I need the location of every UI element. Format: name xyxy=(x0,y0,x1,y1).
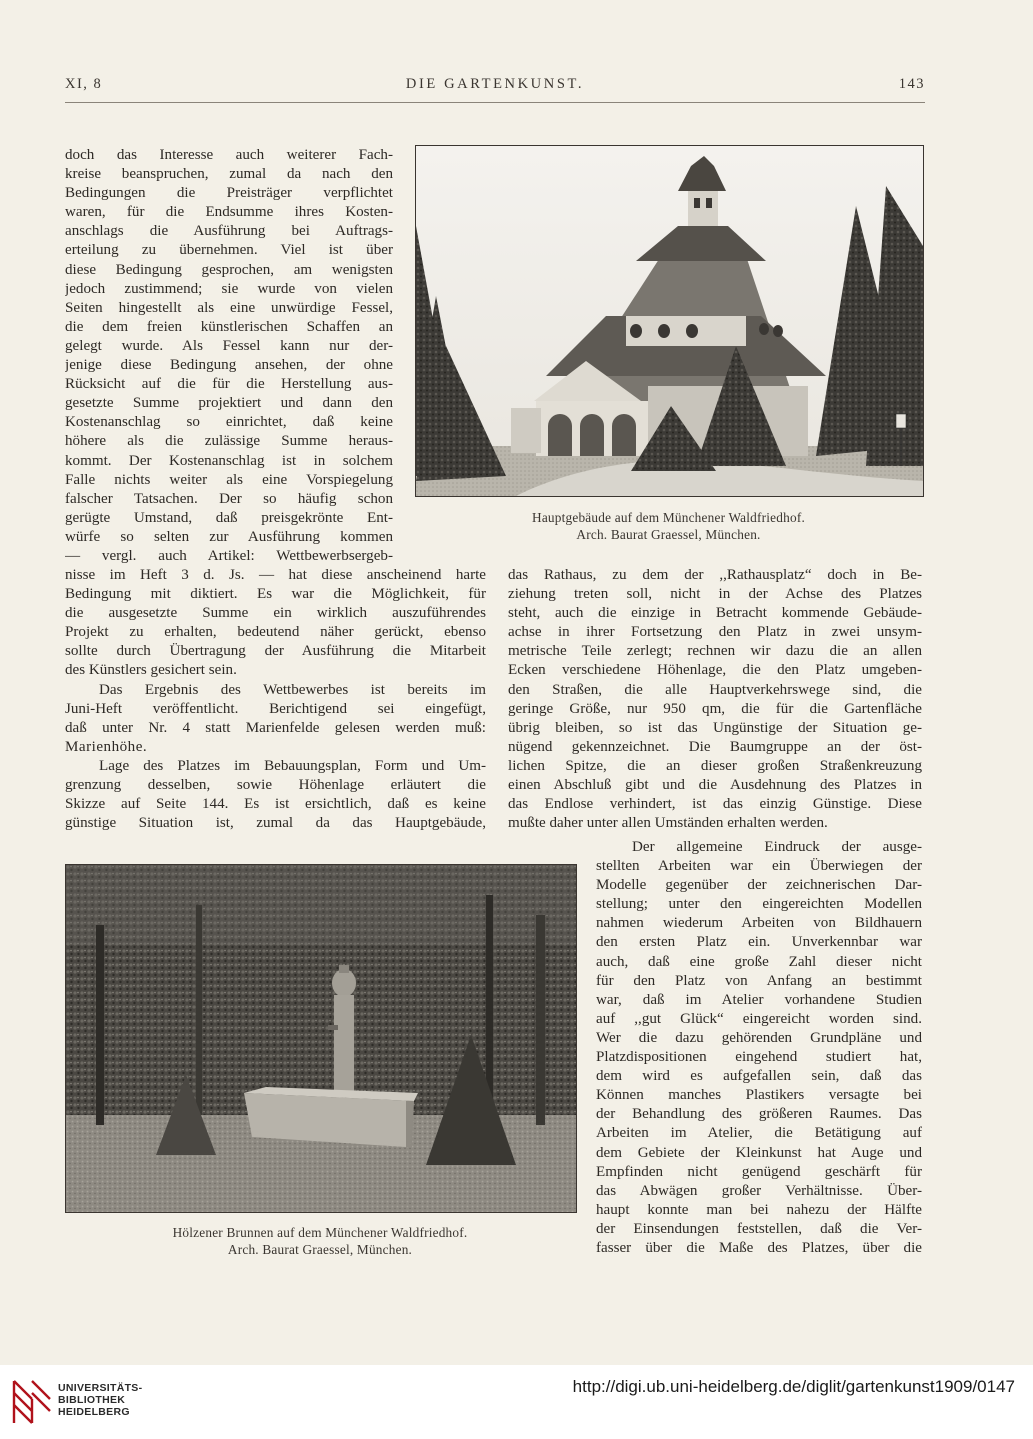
text-line: Kostenanschlag so einrichtet, daß keine xyxy=(65,414,393,431)
text-line: Können manches Plastikers versagte bei xyxy=(596,1087,922,1104)
library-name-line2: BIBLIOTHEK xyxy=(58,1394,126,1406)
photo-main-building xyxy=(415,145,924,497)
text-line: fasser über die Maße des Platzes, über die xyxy=(596,1239,922,1256)
text-line: waren, für die Endsumme ihres Kosten- xyxy=(65,204,393,221)
text-line: steht, auch die einzige in Betracht kommende Gebäude- xyxy=(508,605,922,622)
text-line: mußte daher unter allen Umständen erhalten werden. xyxy=(508,815,828,832)
caption-wooden-fountain xyxy=(65,1225,575,1258)
header-rule xyxy=(65,102,925,103)
text-line: Rücksicht auf die für die Herstellung aus- xyxy=(65,376,393,393)
text-line: grenzung desselben, sowie Höhenlage erläutert die xyxy=(65,777,486,794)
text-line: das Abwägen großer Verhältnisse. Über- xyxy=(596,1182,922,1199)
text-line: stellung; unter den eingereichten Modellen xyxy=(596,896,922,913)
library-name-line3: HEIDELBERG xyxy=(58,1406,130,1418)
text-line: auch, daß eine große Zahl dieser nicht xyxy=(596,953,922,970)
page-number: 143 xyxy=(898,76,925,92)
text-line: geringe Größe, nur 950 qm, die für die Gartenfläche xyxy=(508,700,922,717)
text-line: gesetzte Summe projektiert und dann den xyxy=(65,395,393,412)
text-line: war, daß im Atelier vorhandene Studien xyxy=(596,991,922,1008)
column-right-middle xyxy=(508,566,922,833)
permalink-url[interactable]: http://digi.ub.uni-heidelberg.de/diglit/gartenkunst1909/0147 xyxy=(572,1377,1015,1396)
text-line: Juni-Heft veröffentlicht. Berichtigend sei eingefügt, xyxy=(65,700,486,717)
text-line: metrische Teile zerlegt; rechnen wir dazu die an allen xyxy=(508,643,922,660)
caption-fountain-title: Hölzener Brunnen auf dem Münchener Waldfriedhof. xyxy=(172,1225,468,1240)
caption-main-building-credit: Arch. Baurat Graessel, München. xyxy=(576,526,761,542)
text-line: für den Platz von Anfang an bestimmt xyxy=(596,972,922,989)
text-line: dem Gebiete der Kleinkunst hat Auge und xyxy=(596,1144,922,1161)
text-line: günstige Situation ist, zumal da das Hauptgebäude, xyxy=(65,815,486,832)
text-line: der Einsendungen feststellen, daß die Ver- xyxy=(596,1220,922,1237)
text-line: höhere als die zulässige Summe heraus- xyxy=(65,433,393,450)
text-line: den Straßen, die alle Hauptverkehrswege sind, die xyxy=(508,681,922,698)
volume-issue: XI, 8 xyxy=(65,76,103,92)
wooden-fountain-image xyxy=(66,865,576,1212)
text-line: der Behandlung des größeren Raumes. Das xyxy=(596,1106,922,1123)
caption-main-building xyxy=(415,510,922,543)
text-line: nisse im Heft 3 d. Js. — hat diese anscheinend harte xyxy=(65,567,486,583)
text-line: gerügte Umstand, daß preisgekrönte Ent- xyxy=(65,509,393,526)
text-line: nügend gekennzeichnet. Die Baumgruppe an der öst- xyxy=(508,738,922,755)
text-line: anschlags die Ausführung bei Auftrags- xyxy=(65,223,393,240)
text-line: daß unter Nr. 4 statt Marienfelde gelesen werden muß: xyxy=(65,719,486,736)
text-line: gelegt wurde. Als Fessel kann nur der- xyxy=(65,337,393,354)
text-line: jedoch zustimmend; sie wurde von vielen xyxy=(65,280,393,297)
caption-main-building-title: Hauptgebäude auf dem Münchener Waldfriedhof. xyxy=(532,510,805,525)
text-line: diese Bedingung gesprochen, am wenigsten xyxy=(65,261,393,278)
text-line: haupt konnte man bei nahezu der Hälfte xyxy=(596,1201,922,1218)
text-line: dem wird es aufgefallen sein, daß das xyxy=(596,1068,922,1085)
text-line: kommt. Der Kostenanschlag ist in solchem xyxy=(65,452,393,469)
library-footer xyxy=(0,1365,1033,1439)
text-line: Skizze auf Seite 144. Es ist ersichtlich, daß es keine xyxy=(65,796,486,813)
text-line: Projekt zu erhalten, bedeutend näher gerückt, ebenso xyxy=(65,624,486,641)
text-line: Modelle gegenüber der zeichnerischen Dar- xyxy=(596,877,922,894)
text-line: falscher Tatsachen. Der so häufig schon xyxy=(65,490,393,507)
text-line: Wer die dazu gehörenden Grundpläne und xyxy=(596,1029,922,1046)
text-line: Bedingungen die Preisträger verpflichtet xyxy=(65,185,393,202)
text-line: nahmen wiederum Arbeiten von Bildhauern xyxy=(596,915,922,932)
text-line: Lage des Platzes im Bebauungsplan, Form und Um- xyxy=(99,757,486,774)
text-line: sollte durch Übertragung der Ausführung die Mitarbeit xyxy=(65,643,486,660)
column-left-middle xyxy=(65,566,486,833)
text-line: auf ,,gut Glück“ eingereicht worden sind. xyxy=(596,1010,922,1027)
caption-fountain-credit: Arch. Baurat Graessel, München. xyxy=(227,1241,413,1257)
running-header xyxy=(65,76,925,98)
library-name-line1: UNIVERSITÄTS- xyxy=(58,1382,143,1394)
text-line: Platzdispositionen eingehend studiert hat, xyxy=(596,1049,922,1066)
photo-wooden-fountain xyxy=(65,864,577,1213)
main-building-image xyxy=(416,146,923,496)
text-line: Bedingung mit diktiert. Es war die Möglichkeit, für xyxy=(65,586,486,603)
text-line: Das Ergebnis des Wettbewerbes ist bereits im xyxy=(99,681,486,698)
text-line: die dem freien künstlerischen Schaffen an xyxy=(65,318,393,335)
text-line: Der allgemeine Eindruck der ausge- xyxy=(632,839,922,855)
text-line: den ersten Platz ein. Unverkennbar war xyxy=(596,934,922,951)
text-line: einen Abschluß gibt und die Ausdehnung des Platzes in xyxy=(508,777,922,794)
text-line: lichen Spitze, die an dieser großen Straßenkreuzung xyxy=(508,757,922,774)
text-line: würfe so selten zur Ausführung kommen xyxy=(65,528,393,545)
text-line: Falle nichts weiter als eine Vorspiegelung xyxy=(65,471,393,488)
text-line: stellten Arbeiten war ein Überwiegen der xyxy=(596,858,922,875)
text-line: des Künstlers gesichert sein. xyxy=(65,662,237,679)
text-line: Marienhöhe. xyxy=(65,738,148,755)
text-line: — vergl. auch Artikel: Wettbewerbsergeb- xyxy=(65,547,393,564)
text-line: das Endlose verhindert, ist das einzig Günstige. Diese xyxy=(508,796,922,813)
text-line: doch das Interesse auch weiterer Fach- xyxy=(65,147,393,163)
text-line: jenige diese Bedingung ansehen, der ohne xyxy=(65,357,393,374)
column-right-bottom xyxy=(596,838,922,1258)
text-line: die ausgesetzte Summe ein wirklich auszuführendes xyxy=(65,605,486,622)
text-line: kreise beanspruchen, zumal da nach den xyxy=(65,166,393,183)
text-line: erteilung zu übernehmen. Viel ist über xyxy=(65,242,393,259)
text-line: achse in ihrer Fortsetzung den Platz in zwei unsym- xyxy=(508,624,922,641)
text-line: Arbeiten im Atelier, die Betätigung auf xyxy=(596,1125,922,1142)
text-line: Seiten hingestellt als eine unwürdige Fessel, xyxy=(65,299,393,316)
text-line: übrig bleiben, so ist das Ungünstige der Situation ge- xyxy=(508,719,922,736)
column-left-top xyxy=(65,146,393,566)
text-line: Empfinden nicht genügend geschärft für xyxy=(596,1163,922,1180)
text-line: das Rathaus, zu dem der ,,Rathausplatz“ doch in Be- xyxy=(508,567,922,583)
text-line: Ecken verschiedene Höhenlage, die den Platz umgeben- xyxy=(508,662,922,679)
text-line: ziehung treten soll, nicht in der Achse des Platzes xyxy=(508,586,922,603)
library-logo-icon xyxy=(10,1373,52,1431)
library-name xyxy=(58,1382,142,1418)
journal-title: DIE GARTENKUNST. xyxy=(405,76,585,92)
